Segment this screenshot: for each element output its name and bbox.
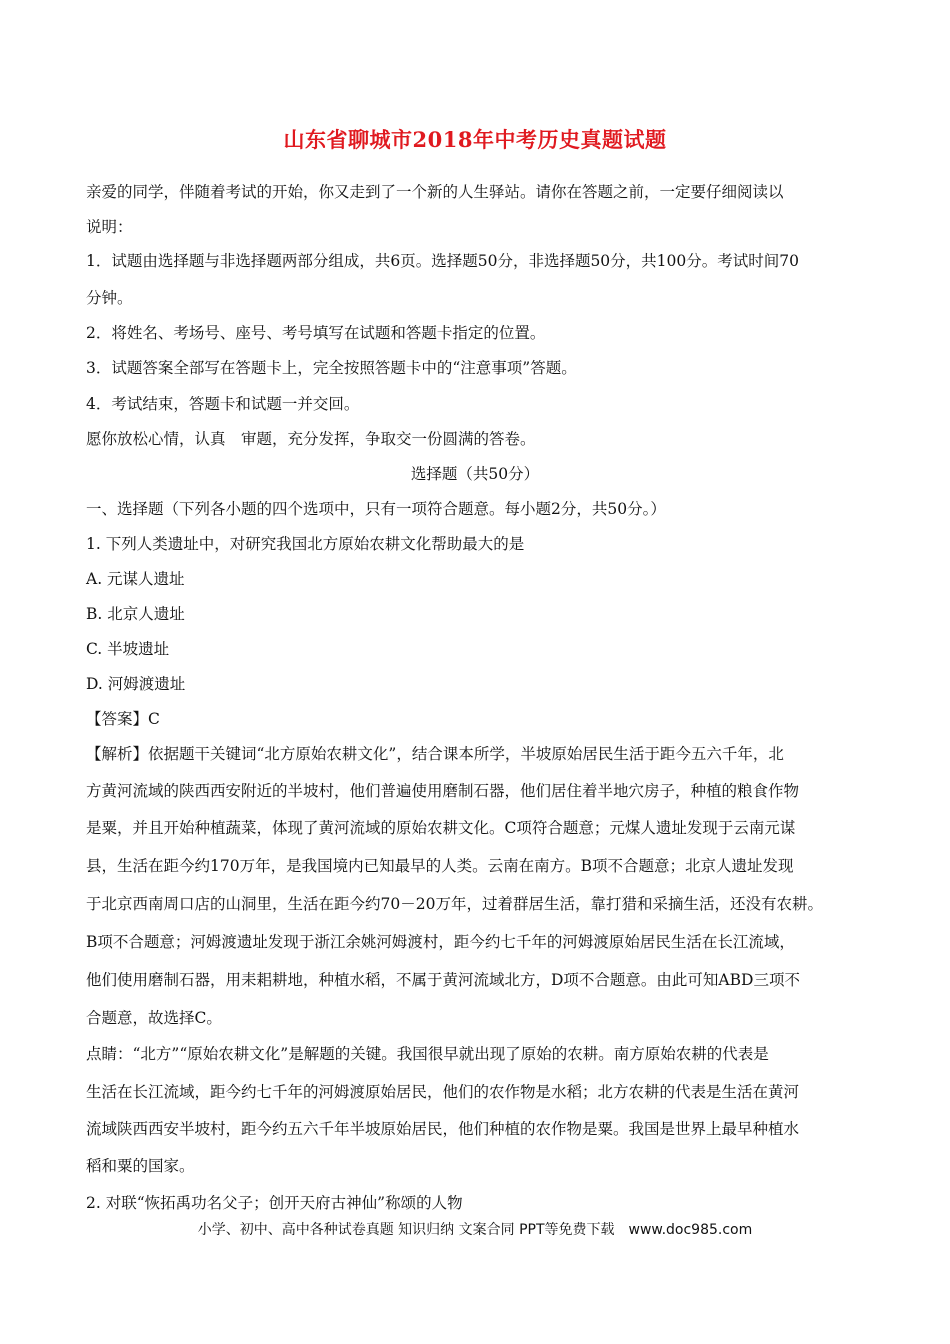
- answer-line: 【答案】C: [86, 710, 160, 728]
- footer-banner: 小学、初中、高中各种试卷真题 知识归纳 文案合同 PPT等免费下载 www.doc985.com: [197, 1222, 753, 1238]
- option-d: D. 河姆渡遗址: [86, 675, 186, 693]
- instruction-line: 4．考试结束，答题卡和试题一并交回。: [86, 395, 360, 413]
- question-stem: 2. 对联“恢拓禹功名父子；创开天府古神仙”称颂的人物: [86, 1194, 463, 1212]
- section-heading: 选择题（共50分）: [410, 465, 540, 483]
- instruction-line: 3．试题答案全部写在答题卡上，完全按照答题卡中的“注意事项”答题。: [86, 359, 577, 377]
- analysis-line: 他们使用磨制石器，用耒耜耕地，种植水稻，不属于黄河流域北方，D项不合题意。由此可知ABD三项不: [86, 971, 800, 989]
- instruction-line: 1．试题由选择题与非选择题两部分组成，共6页。选择题50分，非选择题50分，共100分。考试时间70: [86, 252, 799, 270]
- instruction-line: 分钟。: [86, 289, 133, 307]
- analysis-line: 合题意，故选择C。: [86, 1009, 222, 1027]
- comment-line: 点睛：“北方”“原始农耕文化”是解题的关键。我国很早就出现了原始的农耕。南方原始农耕的代表是: [86, 1045, 769, 1063]
- analysis-line: 是粟，并且开始种植蔬菜，体现了黄河流域的原始农耕文化。C项符合题意；元煤人遗址发现于云南元谋: [86, 819, 796, 837]
- intro-line: 亲爱的同学，伴随着考试的开始，你又走到了一个新的人生驿站。请你在答题之前，一定要仔细阅读以: [86, 183, 784, 201]
- section-intro: 一、选择题（下列各小题的四个选项中，只有一项符合题意。每小题2分，共50分。）: [86, 500, 666, 518]
- instruction-line: 2．将姓名、考场号、座号、考号填写在试题和答题卡指定的位置。: [86, 324, 546, 342]
- option-c: C. 半坡遗址: [86, 640, 170, 658]
- option-b: B. 北京人遗址: [86, 605, 185, 623]
- analysis-line: 【解析】依据题干关键词“北方原始农耕文化”，结合课本所学，半坡原始居民生活于距今五六千年，北: [86, 745, 784, 763]
- analysis-line: 县，生活在距今约170万年，是我国境内已知最早的人类。云南在南方。B项不合题意；北京人遗址发现: [86, 857, 794, 875]
- analysis-line: 方黄河流域的陕西西安附近的半坡村，他们普遍使用磨制石器，他们居住着半地穴房子，种植的粮食作物: [86, 782, 800, 800]
- instruction-line: 愿你放松心情，认真 审题，充分发挥，争取交一份圆满的答卷。: [86, 430, 536, 448]
- question-stem: 1. 下列人类遗址中，对研究我国北方原始农耕文化帮助最大的是: [86, 535, 525, 553]
- comment-line: 生活在长江流域，距今约七千年的河姆渡原始居民，他们的农作物是水稻；北方农耕的代表是生活在黄河: [86, 1083, 800, 1101]
- page-title: 山东省聊城市2018年中考历史真题试题: [283, 127, 667, 152]
- intro-line: 说明：: [86, 218, 133, 236]
- analysis-line: B项不合题意；河姆渡遗址发现于浙江余姚河姆渡村，距今约七千年的河姆渡原始居民生活在长江流域，: [86, 933, 795, 951]
- comment-line: 流域陕西西安半坡村，距今约五六千年半坡原始居民，他们种植的农作物是粟。我国是世界上最早种植水: [86, 1120, 800, 1138]
- analysis-line: 于北京西南周口店的山洞里，生活在距今约70－20万年，过着群居生活，靠打猎和采摘生活，还没有农耕。: [86, 895, 823, 913]
- option-a: A. 元谋人遗址: [86, 570, 185, 588]
- comment-line: 稻和粟的国家。: [86, 1157, 195, 1175]
